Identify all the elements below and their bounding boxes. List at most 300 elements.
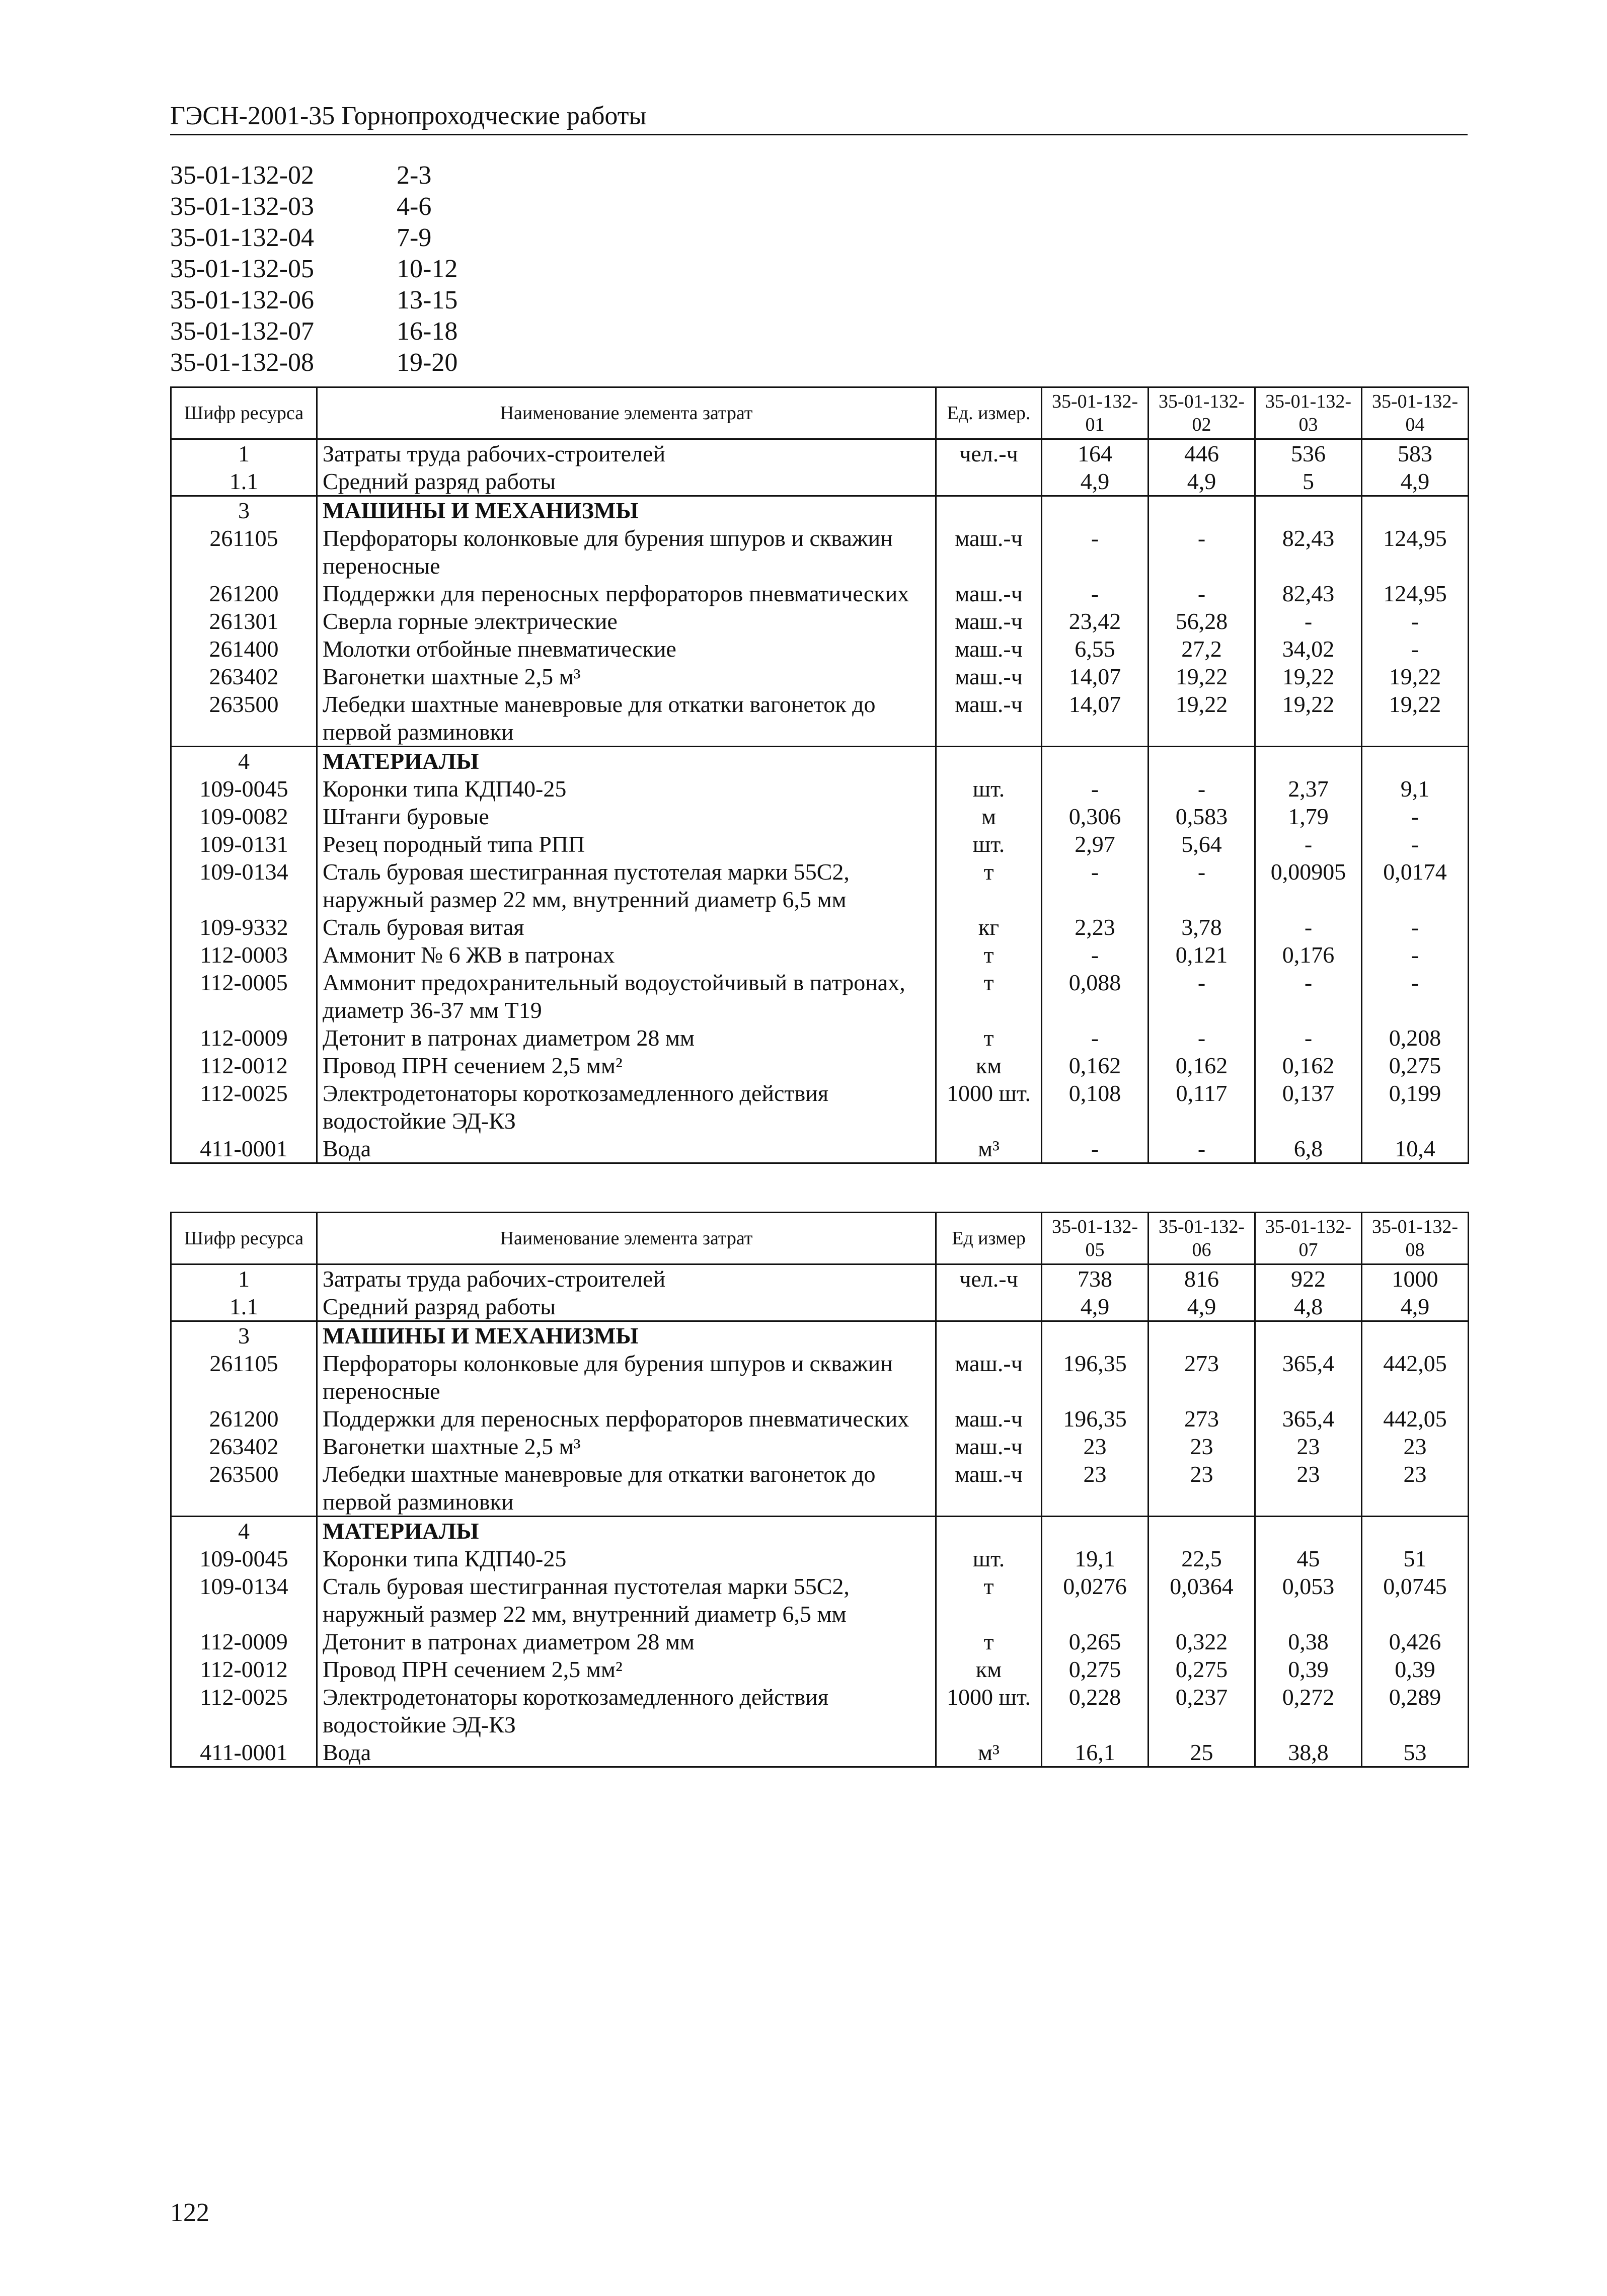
value-cell: 124,95 — [1362, 580, 1469, 607]
value-cell: 53 — [1362, 1738, 1469, 1767]
value-cell: 6,55 — [1042, 635, 1149, 663]
value-cell: 19,22 — [1362, 690, 1469, 747]
cost-element-cell: Вагонетки шахтные 2,5 м³ — [317, 1433, 936, 1460]
value-cell: - — [1149, 524, 1255, 580]
cost-element-cell: Затраты труда рабочих-строителей — [317, 439, 936, 468]
table-row — [171, 1350, 1469, 1405]
resource-code-cell: 112-0025 — [171, 1683, 317, 1738]
value-cell: 0,39 — [1362, 1655, 1469, 1683]
value-cell: 14,07 — [1042, 690, 1149, 747]
cost-element-cell: Провод ПРН сечением 2,5 мм² — [317, 1052, 936, 1079]
cost-element-cell: Электродетонаторы короткозамедленного действия водостойкие ЭД-КЗ — [317, 1079, 936, 1135]
value-cell: 0,162 — [1042, 1052, 1149, 1079]
norm-code: 35-01-132-02 — [170, 161, 314, 190]
header-norm-code: 35-01-132-03 — [1255, 387, 1362, 439]
table-row — [171, 775, 1469, 803]
resource-code-cell: 1.1 — [171, 467, 317, 496]
value-cell: 583 — [1362, 439, 1469, 468]
section-row — [171, 747, 1469, 775]
unit-cell: шт. — [936, 775, 1042, 803]
unit-cell: маш.-ч — [936, 635, 1042, 663]
value-cell: 25 — [1149, 1738, 1255, 1767]
cost-element-cell: Сталь буровая витая — [317, 913, 936, 941]
unit-cell — [936, 747, 1042, 775]
header-norm-code: 35-01-132-04 — [1362, 387, 1469, 439]
unit-cell: т — [936, 941, 1042, 969]
table-row — [171, 1079, 1469, 1135]
value-cell: 23,42 — [1042, 607, 1149, 635]
cost-element-cell: Коронки типа КДП40-25 — [317, 775, 936, 803]
unit-cell: маш.-ч — [936, 524, 1042, 580]
table-row — [171, 913, 1469, 941]
norm-code: 35-01-132-08 — [170, 348, 314, 377]
value-cell: - — [1149, 775, 1255, 803]
unit-cell: маш.-ч — [936, 580, 1042, 607]
value-cell: 196,35 — [1042, 1405, 1149, 1433]
value-cell: 9,1 — [1362, 775, 1469, 803]
unit-cell: маш.-ч — [936, 1405, 1042, 1433]
table-row — [171, 1545, 1469, 1572]
table-row — [171, 858, 1469, 913]
unit-cell: т — [936, 1628, 1042, 1655]
value-cell: 0,289 — [1362, 1683, 1469, 1738]
value-cell: 816 — [1149, 1264, 1255, 1293]
table-row — [171, 1628, 1469, 1655]
header-norm-code: 35-01-132-06 — [1149, 1213, 1255, 1264]
value-cell: 23 — [1042, 1433, 1149, 1460]
resource-code-cell: 112-0012 — [171, 1655, 317, 1683]
table-row — [171, 467, 1469, 496]
section-title-cell: МАШИНЫ И МЕХАНИЗМЫ — [317, 496, 936, 525]
value-cell: 0,39 — [1255, 1655, 1362, 1683]
value-cell: - — [1362, 803, 1469, 830]
value-cell: - — [1042, 524, 1149, 580]
cost-element-cell: Детонит в патронах диаметром 28 мм — [317, 1628, 936, 1655]
table-row — [171, 830, 1469, 858]
value-cell: - — [1042, 1024, 1149, 1052]
table-body — [171, 439, 1469, 1163]
table-row — [171, 580, 1469, 607]
resource-code-cell: 261200 — [171, 1405, 317, 1433]
value-cell: 0,322 — [1149, 1628, 1255, 1655]
value-cell: 0,237 — [1149, 1683, 1255, 1738]
table-row — [171, 1135, 1469, 1163]
value-cell: 0,265 — [1042, 1628, 1149, 1655]
row-range: 13-15 — [397, 286, 458, 314]
value-cell: 19,22 — [1149, 690, 1255, 747]
row-range: 19-20 — [397, 348, 458, 377]
table-row — [171, 941, 1469, 969]
value-cell: - — [1362, 607, 1469, 635]
value-cell: 23 — [1149, 1460, 1255, 1517]
value-cell: 0,583 — [1149, 803, 1255, 830]
unit-cell — [936, 1321, 1042, 1350]
unit-cell — [936, 467, 1042, 496]
table-row — [171, 607, 1469, 635]
cost-element-cell: Сталь буровая шестигранная пустотелая марки 55С2, наружный размер 22 мм, внутренний диаметр 6,5 мм — [317, 858, 936, 913]
unit-cell: т — [936, 858, 1042, 913]
value-cell: 23 — [1149, 1433, 1255, 1460]
value-cell: - — [1255, 969, 1362, 1024]
table-header-row — [171, 1213, 1469, 1264]
unit-cell: м³ — [936, 1738, 1042, 1767]
resource-code-cell: 263402 — [171, 1433, 317, 1460]
value-cell: 1,79 — [1255, 803, 1362, 830]
resource-code-cell: 109-0134 — [171, 858, 317, 913]
value-cell: 38,8 — [1255, 1738, 1362, 1767]
value-cell: 34,02 — [1255, 635, 1362, 663]
resource-code-cell: 1 — [171, 439, 317, 468]
value-cell: 0,38 — [1255, 1628, 1362, 1655]
section-row — [171, 1321, 1469, 1350]
resource-code-cell: 112-0012 — [171, 1052, 317, 1079]
value-cell: 0,00905 — [1255, 858, 1362, 913]
resource-code-cell: 1.1 — [171, 1293, 317, 1321]
value-cell: 0,088 — [1042, 969, 1149, 1024]
value-cell: 0,162 — [1255, 1052, 1362, 1079]
value-cell — [1255, 1517, 1362, 1545]
cost-element-cell: Вода — [317, 1738, 936, 1767]
value-cell: - — [1042, 941, 1149, 969]
value-cell: 4,9 — [1042, 467, 1149, 496]
value-cell: 19,1 — [1042, 1545, 1149, 1572]
page-number: 122 — [170, 2198, 209, 2227]
value-cell: - — [1042, 775, 1149, 803]
header-norm-code: 35-01-132-08 — [1362, 1213, 1469, 1264]
unit-cell: 1000 шт. — [936, 1079, 1042, 1135]
value-cell: - — [1362, 830, 1469, 858]
resource-table-2 — [170, 1212, 1469, 1768]
value-cell: 23 — [1255, 1460, 1362, 1517]
value-cell — [1362, 747, 1469, 775]
resource-code-cell: 3 — [171, 1321, 317, 1350]
value-cell: 164 — [1042, 439, 1149, 468]
table-row — [171, 1024, 1469, 1052]
value-cell: 19,22 — [1255, 690, 1362, 747]
code-range-row — [170, 191, 457, 222]
value-cell: 0,272 — [1255, 1683, 1362, 1738]
table-row — [171, 1655, 1469, 1683]
value-cell: 4,8 — [1255, 1293, 1362, 1321]
norm-code: 35-01-132-03 — [170, 192, 314, 221]
header-cost-element: Наименование элемента затрат — [317, 387, 936, 439]
value-cell: - — [1362, 941, 1469, 969]
value-cell: 0,0745 — [1362, 1572, 1469, 1628]
resource-code-cell: 112-0005 — [171, 969, 317, 1024]
unit-cell — [936, 496, 1042, 525]
header-resource-code: Шифр ресурса — [171, 387, 317, 439]
resource-code-cell: 4 — [171, 1517, 317, 1545]
unit-cell: маш.-ч — [936, 1350, 1042, 1405]
table-body — [171, 1264, 1469, 1767]
value-cell: 0,0276 — [1042, 1572, 1149, 1628]
value-cell: - — [1255, 830, 1362, 858]
value-cell: 23 — [1042, 1460, 1149, 1517]
table-row — [171, 1683, 1469, 1738]
unit-cell: шт. — [936, 830, 1042, 858]
value-cell: 365,4 — [1255, 1405, 1362, 1433]
resource-code-cell: 411-0001 — [171, 1738, 317, 1767]
cost-element-cell: Резец породный типа РПП — [317, 830, 936, 858]
value-cell: 922 — [1255, 1264, 1362, 1293]
value-cell: 0,0174 — [1362, 858, 1469, 913]
cost-element-cell: Поддержки для переносных перфораторов пневматических — [317, 1405, 936, 1433]
value-cell: 536 — [1255, 439, 1362, 468]
value-cell: 0,275 — [1362, 1052, 1469, 1079]
resource-code-cell: 109-0045 — [171, 1545, 317, 1572]
cost-element-cell: Перфораторы колонковые для бурения шпуров и скважин переносные — [317, 1350, 936, 1405]
value-cell: 0,275 — [1149, 1655, 1255, 1683]
value-cell: 22,5 — [1149, 1545, 1255, 1572]
unit-cell: маш.-ч — [936, 1433, 1042, 1460]
code-range-row — [170, 222, 457, 254]
resource-code-cell: 261400 — [171, 635, 317, 663]
value-cell: 0,199 — [1362, 1079, 1469, 1135]
value-cell: - — [1149, 580, 1255, 607]
value-cell: 0,228 — [1042, 1683, 1149, 1738]
value-cell — [1149, 747, 1255, 775]
value-cell: - — [1362, 913, 1469, 941]
header-norm-code: 35-01-132-05 — [1042, 1213, 1149, 1264]
resource-code-cell: 261301 — [171, 607, 317, 635]
value-cell: 5 — [1255, 467, 1362, 496]
cost-element-cell: Перфораторы колонковые для бурения шпуров и скважин переносные — [317, 524, 936, 580]
value-cell — [1149, 496, 1255, 525]
cost-element-cell: Сверла горные электрические — [317, 607, 936, 635]
resource-code-cell: 112-0009 — [171, 1628, 317, 1655]
unit-cell: км — [936, 1052, 1042, 1079]
row-range: 16-18 — [397, 317, 458, 346]
table-row — [171, 803, 1469, 830]
value-cell: - — [1149, 1024, 1255, 1052]
table-row — [171, 439, 1469, 468]
value-cell: - — [1149, 969, 1255, 1024]
value-cell: 4,9 — [1042, 1293, 1149, 1321]
value-cell: 4,9 — [1149, 1293, 1255, 1321]
value-cell — [1149, 1517, 1255, 1545]
value-cell: 2,97 — [1042, 830, 1149, 858]
table-row — [171, 690, 1469, 747]
value-cell — [1042, 496, 1149, 525]
value-cell: 0,0364 — [1149, 1572, 1255, 1628]
code-range-row — [170, 285, 457, 316]
value-cell — [1042, 747, 1149, 775]
code-range-row — [170, 347, 457, 378]
value-cell: 0,121 — [1149, 941, 1255, 969]
row-range: 7-9 — [397, 223, 432, 252]
value-cell: 0,137 — [1255, 1079, 1362, 1135]
cost-element-cell: Аммонит предохранительный водоустойчивый в патронах, диаметр 36-37 мм Т19 — [317, 969, 936, 1024]
value-cell: 82,43 — [1255, 524, 1362, 580]
cost-element-cell: Средний разряд работы — [317, 467, 936, 496]
value-cell: 82,43 — [1255, 580, 1362, 607]
resource-code-cell: 3 — [171, 496, 317, 525]
cost-element-cell: Провод ПРН сечением 2,5 мм² — [317, 1655, 936, 1683]
value-cell: 4,9 — [1362, 467, 1469, 496]
header-resource-code: Шифр ресурса — [171, 1213, 317, 1264]
value-cell: 0,208 — [1362, 1024, 1469, 1052]
norm-code: 35-01-132-06 — [170, 286, 314, 314]
header-cost-element: Наименование элемента затрат — [317, 1213, 936, 1264]
value-cell: 16,1 — [1042, 1738, 1149, 1767]
value-cell — [1362, 1321, 1469, 1350]
value-cell: 2,37 — [1255, 775, 1362, 803]
value-cell: - — [1255, 607, 1362, 635]
unit-cell: кг — [936, 913, 1042, 941]
table-row — [171, 1738, 1469, 1767]
table-row — [171, 1405, 1469, 1433]
resource-code-cell: 112-0025 — [171, 1079, 317, 1135]
value-cell: 27,2 — [1149, 635, 1255, 663]
section-title-cell: МАТЕРИАЛЫ — [317, 747, 936, 775]
value-cell: - — [1255, 913, 1362, 941]
value-cell: 0,306 — [1042, 803, 1149, 830]
resource-code-cell: 112-0009 — [171, 1024, 317, 1052]
resource-code-cell: 411-0001 — [171, 1135, 317, 1163]
resource-code-cell: 109-0082 — [171, 803, 317, 830]
value-cell: 3,78 — [1149, 913, 1255, 941]
header-norm-code: 35-01-132-07 — [1255, 1213, 1362, 1264]
resource-code-cell: 261105 — [171, 524, 317, 580]
cost-element-cell: Коронки типа КДП40-25 — [317, 1545, 936, 1572]
cost-element-cell: Лебедки шахтные маневровые для откатки вагонеток до первой разминовки — [317, 1460, 936, 1517]
value-cell — [1362, 496, 1469, 525]
value-cell: 23 — [1255, 1433, 1362, 1460]
table-row — [171, 969, 1469, 1024]
resource-code-cell: 1 — [171, 1264, 317, 1293]
norm-code: 35-01-132-05 — [170, 255, 314, 283]
value-cell: 23 — [1362, 1433, 1469, 1460]
resource-code-cell: 109-0134 — [171, 1572, 317, 1628]
value-cell: 273 — [1149, 1350, 1255, 1405]
cost-element-cell: Аммонит № 6 ЖВ в патронах — [317, 941, 936, 969]
value-cell: 365,4 — [1255, 1350, 1362, 1405]
value-cell: 0,108 — [1042, 1079, 1149, 1135]
table-row — [171, 1460, 1469, 1517]
section-row — [171, 496, 1469, 525]
value-cell — [1149, 1321, 1255, 1350]
code-range-row — [170, 254, 457, 285]
unit-cell: маш.-ч — [936, 1460, 1042, 1517]
value-cell: 273 — [1149, 1405, 1255, 1433]
row-range: 2-3 — [397, 161, 432, 190]
norm-code: 35-01-132-04 — [170, 223, 314, 252]
value-cell: 738 — [1042, 1264, 1149, 1293]
value-cell: - — [1149, 858, 1255, 913]
table-row — [171, 1052, 1469, 1079]
resource-code-cell: 109-0131 — [171, 830, 317, 858]
value-cell: - — [1149, 1135, 1255, 1163]
value-cell: 446 — [1149, 439, 1255, 468]
value-cell: 2,23 — [1042, 913, 1149, 941]
code-range-row — [170, 316, 457, 347]
resource-code-cell: 109-9332 — [171, 913, 317, 941]
value-cell: 0,162 — [1149, 1052, 1255, 1079]
value-cell: 442,05 — [1362, 1350, 1469, 1405]
cost-element-cell: Поддержки для переносных перфораторов пневматических — [317, 580, 936, 607]
page-header: ГЭСН-2001-35 Горнопроходческие работы — [170, 101, 1468, 135]
unit-cell: шт. — [936, 1545, 1042, 1572]
resource-code-cell: 261105 — [171, 1350, 317, 1405]
row-range: 4-6 — [397, 192, 432, 221]
value-cell: 6,8 — [1255, 1135, 1362, 1163]
value-cell: 45 — [1255, 1545, 1362, 1572]
value-cell — [1255, 1321, 1362, 1350]
unit-cell: м — [936, 803, 1042, 830]
section-title-cell: МАТЕРИАЛЫ — [317, 1517, 936, 1545]
resource-code-cell: 263500 — [171, 1460, 317, 1517]
cost-element-cell: Вагонетки шахтные 2,5 м³ — [317, 663, 936, 690]
value-cell: 442,05 — [1362, 1405, 1469, 1433]
value-cell: 19,22 — [1255, 663, 1362, 690]
value-cell: - — [1255, 1024, 1362, 1052]
value-cell: 4,9 — [1362, 1293, 1469, 1321]
resource-code-cell: 261200 — [171, 580, 317, 607]
unit-cell: т — [936, 969, 1042, 1024]
norm-code: 35-01-132-07 — [170, 317, 314, 346]
value-cell — [1255, 496, 1362, 525]
value-cell: - — [1042, 1135, 1149, 1163]
cost-element-cell: Сталь буровая шестигранная пустотелая марки 55С2, наружный размер 22 мм, внутренний диаметр 6,5 мм — [317, 1572, 936, 1628]
value-cell — [1042, 1517, 1149, 1545]
header-norm-code: 35-01-132-01 — [1042, 387, 1149, 439]
value-cell — [1255, 747, 1362, 775]
value-cell: 0,176 — [1255, 941, 1362, 969]
header-unit: Ед измер — [936, 1213, 1042, 1264]
table-row — [171, 1433, 1469, 1460]
unit-cell: т — [936, 1024, 1042, 1052]
table-row — [171, 663, 1469, 690]
unit-cell — [936, 1293, 1042, 1321]
unit-cell — [936, 1517, 1042, 1545]
table-row — [171, 1264, 1469, 1293]
value-cell: 124,95 — [1362, 524, 1469, 580]
value-cell: 51 — [1362, 1545, 1469, 1572]
value-cell: 19,22 — [1362, 663, 1469, 690]
resource-code-cell: 112-0003 — [171, 941, 317, 969]
cost-element-cell: Вода — [317, 1135, 936, 1163]
table-row — [171, 1572, 1469, 1628]
cost-element-cell: Электродетонаторы короткозамедленного действия водостойкие ЭД-КЗ — [317, 1683, 936, 1738]
table-header-row — [171, 387, 1469, 439]
value-cell: 10,4 — [1362, 1135, 1469, 1163]
table-row — [171, 635, 1469, 663]
unit-cell: м³ — [936, 1135, 1042, 1163]
header-norm-code: 35-01-132-02 — [1149, 387, 1255, 439]
value-cell: 56,28 — [1149, 607, 1255, 635]
value-cell: - — [1042, 858, 1149, 913]
value-cell: 19,22 — [1149, 663, 1255, 690]
value-cell: 0,117 — [1149, 1079, 1255, 1135]
cost-element-cell: Штанги буровые — [317, 803, 936, 830]
value-cell: 1000 — [1362, 1264, 1469, 1293]
unit-cell: 1000 шт. — [936, 1683, 1042, 1738]
value-cell: - — [1042, 580, 1149, 607]
value-cell: 4,9 — [1149, 467, 1255, 496]
table-row — [171, 524, 1469, 580]
value-cell: 23 — [1362, 1460, 1469, 1517]
value-cell: 0,426 — [1362, 1628, 1469, 1655]
section-row — [171, 1517, 1469, 1545]
unit-cell: маш.-ч — [936, 690, 1042, 747]
unit-cell: км — [936, 1655, 1042, 1683]
cost-element-cell: Затраты труда рабочих-строителей — [317, 1264, 936, 1293]
value-cell: 14,07 — [1042, 663, 1149, 690]
unit-cell: т — [936, 1572, 1042, 1628]
row-range: 10-12 — [397, 255, 458, 283]
cost-element-cell: Молотки отбойные пневматические — [317, 635, 936, 663]
unit-cell: чел.-ч — [936, 1264, 1042, 1293]
